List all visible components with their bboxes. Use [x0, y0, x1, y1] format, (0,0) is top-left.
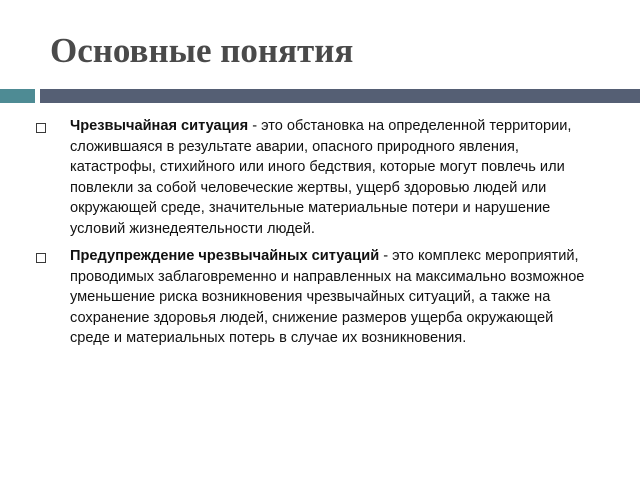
square-bullet-icon [36, 123, 46, 133]
title-accent-bar-slate [40, 89, 640, 103]
bullet-item-prevention [36, 246, 596, 349]
bullet-term: Предупреждение чрезвычайных ситуаций [70, 248, 380, 264]
bullet-item-emergency [36, 116, 596, 239]
bullet-text [70, 246, 596, 349]
slide-title: Основные понятия [50, 31, 354, 70]
bullet-definition: - это комплекс мероприятий, проводимых заблаговременно и направленных на максимально возможное уменьшение риска возникновения чрезвычайных ситуаций, а также на сохранение здоровья людей, снижение размеров ущерба окружающей среде и материальных потерь в случае их возникновения. [70, 248, 585, 346]
bullet-definition: - это обстановка на определенной территории, сложившаяся в результате аварии, опасного природного явления, катастрофы, стихийного или иного бедствия, которые могут повлечь или повлекли за собой человеческие жертвы, ущерб здоровью людей или окружающей среде, значительные материальные потери и нарушение условий жизнедеятельности людей. [70, 118, 572, 237]
bullet-term: Чрезвычайная ситуация [70, 118, 249, 134]
bullet-text [70, 116, 596, 239]
square-bullet-icon [36, 253, 46, 263]
title-accent-bar-teal [0, 89, 35, 103]
bullet-list [36, 116, 596, 356]
